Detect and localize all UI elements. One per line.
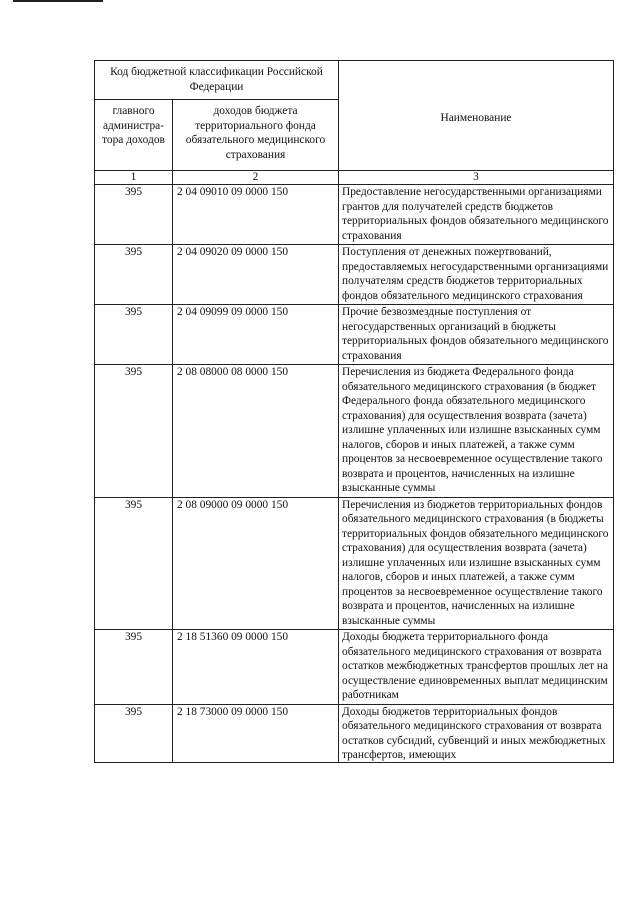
admin-code-cell: 395 — [95, 305, 173, 365]
table-row — [95, 245, 614, 305]
table-row — [95, 704, 614, 762]
budget-classification-table — [94, 60, 614, 763]
column-number-2: 2 — [173, 171, 339, 185]
income-code-cell: 2 04 09099 09 0000 150 — [173, 305, 339, 365]
income-code-cell: 2 18 51360 09 0000 150 — [173, 630, 339, 705]
table-row — [95, 630, 614, 705]
income-name-cell: Перечисления из бюджетов территориальных фондов обязательного медицинского страхования (в бюджеты территориальных фондов обязательного медицинского страхования) для осуществления возврата (зачета) излишне уплаченных или излишне взысканных сумм налогов, сборов и иных платежей, а также сумм процентов за несвоевременное осуществление такого возврата и процентов, начисленных на излишне взысканные суммы — [339, 497, 614, 630]
name-header: Наименование — [440, 112, 512, 125]
income-name-cell: Предоставление негосударственными организациями грантов для получателей средств бюджетов территориальных фондов обязательного медицинского страхования — [339, 185, 614, 245]
income-name-cell: Перечисления из бюджета Федерального фонда обязательного медицинского страхования (в бюджет Федерального фонда обязательного медицинского страхования) для осуществления возврата (зачета) излишне уплаченных или излишне взысканных сумм налогов, сборов и иных платежей, а также сумм процентов за несвоевременное осуществление такого возврата и процентов, начисленных на излишне взысканные суммы — [339, 365, 614, 498]
header-row-top — [95, 61, 614, 100]
kbk-title: Код бюджетной классификации Российской Федерации — [110, 66, 323, 93]
admin-code-cell: 395 — [95, 630, 173, 705]
admin-code-cell: 395 — [95, 704, 173, 762]
admin-code-cell: 395 — [95, 365, 173, 498]
admin-header: главного администра-тора доходов — [102, 105, 165, 146]
table-row — [95, 185, 614, 245]
income-name-cell — [339, 704, 614, 762]
kbk-title-cell — [95, 61, 339, 100]
income-header-cell — [173, 100, 339, 171]
income-code-cell: 2 04 09020 09 0000 150 — [173, 245, 339, 305]
admin-code-cell: 395 — [95, 497, 173, 630]
admin-code-cell: 395 — [95, 185, 173, 245]
income-name-cell: Доходы бюджета территориального фонда обязательного медицинского страхования от возврата остатков межбюджетных трансфертов прошлых лет на осуществление единовременных выплат медицинским работникам — [339, 630, 614, 705]
table-row — [95, 305, 614, 365]
income-name-text: Доходы бюджетов территориальных фондов обязательного медицинского страхования от возврата остатков субсидий, субвенций и иных межбюджетных трансфертов, имеющих — [342, 705, 606, 761]
column-number-1: 1 — [95, 171, 173, 185]
top-rule — [13, 0, 103, 2]
column-number-3: 3 — [339, 171, 614, 185]
income-code-cell: 2 08 09000 09 0000 150 — [173, 497, 339, 630]
income-code-cell: 2 18 73000 09 0000 150 — [173, 704, 339, 762]
admin-header-cell — [95, 100, 173, 171]
name-header-cell — [339, 61, 614, 171]
table-row — [95, 365, 614, 498]
column-number-row — [95, 171, 614, 185]
income-code-cell: 2 08 08000 08 0000 150 — [173, 365, 339, 498]
admin-code-cell: 395 — [95, 245, 173, 305]
income-code-cell: 2 04 09010 09 0000 150 — [173, 185, 339, 245]
income-name-cell: Поступления от денежных пожертвований, предоставляемых негосударственными организациями получателям средств бюджетов территориальных фондов обязательного медицинского страхования — [339, 245, 614, 305]
income-name-cell: Прочие безвозмездные поступления от негосударственных организаций в бюджеты территориальных фондов обязательного медицинского страхования — [339, 305, 614, 365]
table-row — [95, 497, 614, 630]
income-header: доходов бюджета территориального фонда обязательного медицинского страхования — [185, 105, 326, 161]
